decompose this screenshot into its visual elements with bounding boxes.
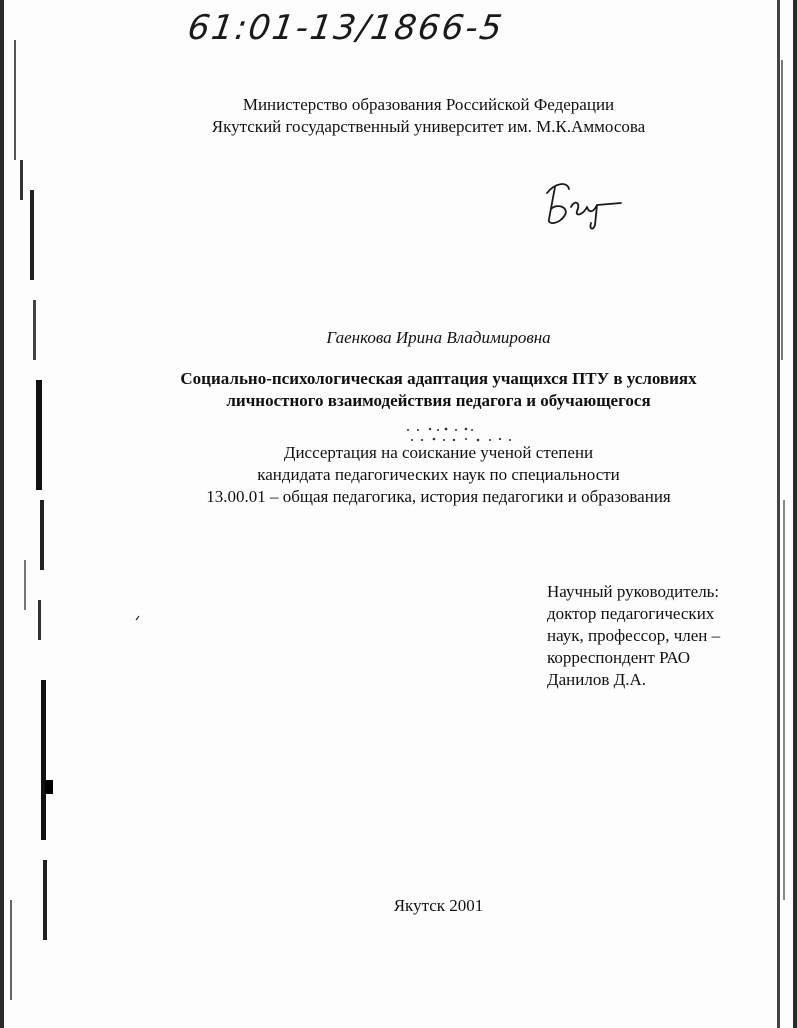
city-year: Якутск 2001	[393, 896, 484, 915]
dissertation-title-line-1: Социально-психологическая адаптация учащихся ПТУ в условиях	[180, 369, 697, 388]
supervisor-title: наук, профессор, член –	[547, 626, 721, 645]
supervisor-degree: доктор педагогических	[547, 604, 715, 623]
scan-edge-left	[0, 0, 60, 1028]
university-name: Якутский государственный университет им. М.К.Аммосова	[211, 117, 646, 136]
supervisor-block	[547, 581, 720, 691]
author-name: Гаенкова Ирина Владимировна	[326, 328, 551, 347]
ministry-name: Министерство образования Российской Федерации	[242, 95, 615, 114]
dissertation-title-line-2: личностного взаимодействия педагога и обучающегося	[226, 391, 651, 410]
supervisor-heading: Научный руководитель:	[547, 582, 720, 601]
supervisor-membership: корреспондент РАО	[547, 648, 691, 667]
scan-edge-right	[757, 0, 797, 1028]
degree-line-1: Диссертация на соискание ученой степени	[283, 443, 594, 462]
specialty-line: 13.00.01 – общая педагогика, история педагогики и образования	[206, 487, 671, 506]
stray-mark	[135, 615, 141, 621]
archive-number: 61:01-13/1866-5	[185, 8, 507, 48]
signature-mark	[535, 175, 625, 235]
supervisor-name: Данилов Д.А.	[547, 670, 646, 689]
degree-line-2: кандидата педагогических наук по специальности	[257, 465, 620, 484]
